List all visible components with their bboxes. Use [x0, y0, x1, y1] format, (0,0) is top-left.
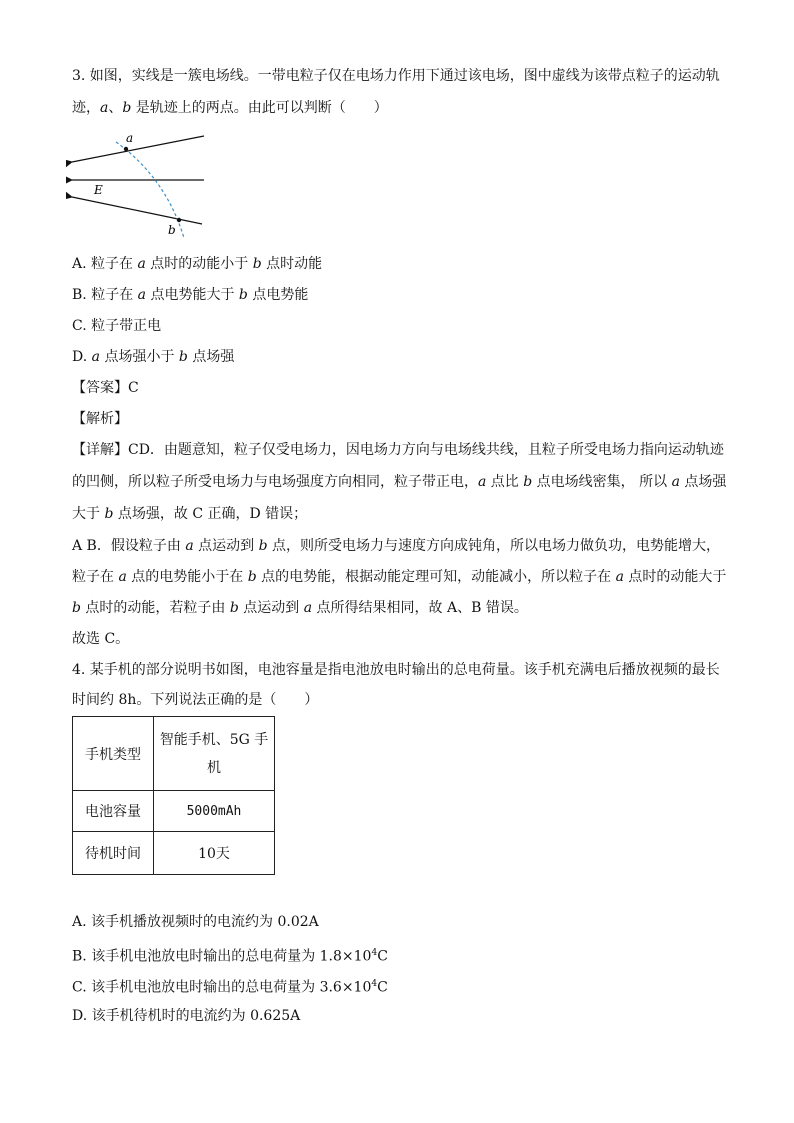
q3-option-b [72, 285, 308, 305]
text: 点电场线密集， 所以 [532, 474, 672, 490]
text: D. [72, 349, 92, 365]
table-value: 10天 [154, 832, 275, 875]
table-value-line2: 机 [207, 759, 221, 776]
table-value [154, 717, 275, 791]
text: 点运动到 [193, 538, 259, 554]
var-a: a [137, 287, 146, 303]
text: 点的电势能小于在 [126, 569, 248, 585]
text: 点比 [486, 474, 524, 490]
q3-detail-line2 [72, 472, 726, 492]
var-a: a [185, 538, 194, 554]
var-a: a [118, 569, 127, 585]
exponent: 4 [371, 979, 378, 989]
table-value-line1: 智能手机、5G 手 [159, 731, 269, 748]
text: A B．假设粒子由 [72, 538, 186, 554]
text: B. 该手机电池放电时输出的总电荷量为 1.8×10 [72, 948, 372, 965]
text: 点运动到 [238, 600, 304, 616]
q4-option-b [72, 943, 388, 967]
var-a: a [615, 569, 624, 585]
label-b: b [168, 223, 176, 237]
label-E: E [94, 183, 103, 197]
text: 点时的动能大于 [623, 569, 727, 585]
text: C [377, 979, 388, 996]
var-b: b [247, 569, 257, 585]
q3-stem-line1: 3. 如图，实线是一簇电场线。一带电粒子仅在电场力作用下通过该电场，图中虚线为该带点粒子的运动轨 [72, 68, 720, 84]
text: A. 粒子在 [72, 256, 138, 272]
var-b: b [178, 349, 188, 365]
table-value: 5000mAh [154, 791, 275, 832]
text: 点，则所受电场力与速度方向成钝角，所以电场力做负功，电势能增大， [267, 538, 720, 554]
text: 点场强 [679, 474, 727, 490]
text: 粒子在 [72, 569, 119, 585]
exponent: 4 [371, 948, 378, 958]
label-a: a [126, 131, 134, 145]
q3-analysis-tag: 【解析】 [72, 411, 128, 427]
text: 点时的动能，若粒子由 [80, 600, 230, 616]
text: 的凹侧，所以粒子所受电场力与电场强度方向相同，粒子带正电， [72, 474, 478, 490]
text: B. 粒子在 [72, 287, 138, 303]
text: C [377, 948, 388, 965]
var-b: b [252, 256, 262, 272]
var-a: a [671, 474, 680, 490]
text: 点场强 [187, 349, 235, 365]
q4-stem-line1: 4. 某手机的部分说明书如图，电池容量是指电池放电时输出的总电荷量。该手机充满电后播放视频的最长 [72, 662, 720, 678]
var-a: a [100, 100, 109, 116]
var-a: a [91, 349, 100, 365]
field-line-bottom [72, 197, 202, 224]
field-line-top [72, 136, 204, 162]
q3-detail-line6 [72, 598, 528, 618]
var-b: b [122, 100, 132, 116]
table-row [73, 791, 275, 832]
spec-table [72, 716, 275, 875]
text: 迹， [72, 100, 100, 116]
var-a: a [303, 600, 313, 616]
q3-detail-line3 [72, 504, 307, 524]
q3-option-d [72, 347, 234, 367]
q3-option-c: C. 粒子带正电 [72, 318, 162, 334]
text: 是轨迹上的两点。由此可以判断（ ） [131, 100, 388, 116]
text: 大于 [72, 506, 105, 522]
var-b: b [72, 600, 81, 616]
table-key: 待机时间 [73, 832, 154, 875]
var-b: b [238, 287, 248, 303]
q4-option-a: A. 该手机播放视频时的电流约为 0.02A [72, 914, 319, 930]
table-key: 电池容量 [73, 791, 154, 832]
var-a: a [137, 256, 146, 272]
q3-detail-line1: 【详解】CD．由题意知，粒子仅受电场力，因电场力方向与电场线共线，且粒子所受电场力指向运动轨迹 [72, 442, 724, 458]
q4-option-d: D. 该手机待机时的电流约为 0.625A [72, 1008, 301, 1024]
q3-option-a [72, 254, 322, 274]
answer-value: C [128, 380, 139, 396]
text: 点电势能大于 [146, 287, 239, 303]
table-key: 手机类型 [73, 717, 154, 791]
var-b: b [229, 600, 239, 616]
text: 、 [108, 100, 123, 116]
text: 点场强小于 [100, 349, 179, 365]
var-b: b [104, 506, 114, 522]
text: 点时的动能小于 [145, 256, 253, 272]
q3-stem-line2 [72, 98, 388, 118]
q3-conclusion: 故选 C。 [72, 631, 130, 647]
q3-answer [72, 378, 139, 398]
electric-field-figure [66, 128, 216, 243]
text: C. 该手机电池放电时输出的总电荷量为 3.6×10 [72, 979, 372, 996]
var-a: a [478, 474, 487, 490]
q3-detail-line4 [72, 536, 720, 556]
table-row [73, 832, 275, 875]
var-b: b [523, 474, 533, 490]
text: 点的电势能，根据动能定理可知，动能减小，所以粒子在 [256, 569, 616, 585]
point-a [124, 147, 128, 151]
answer-tag: 【答案】 [72, 380, 128, 396]
text: 点电势能 [247, 287, 309, 303]
text: 点所得结果相同，故 A、B 错误。 [312, 600, 528, 616]
text: 点时动能 [261, 256, 323, 272]
q4-stem-line2: 时间约 8h。下列说法正确的是（ ） [72, 692, 319, 708]
var-b: b [258, 538, 268, 554]
text: 点场强，故 C 正确，D 错误； [113, 506, 308, 522]
point-b [177, 218, 181, 222]
q4-option-c [72, 974, 388, 998]
table-row [73, 717, 275, 791]
q3-detail-line5 [72, 567, 726, 587]
